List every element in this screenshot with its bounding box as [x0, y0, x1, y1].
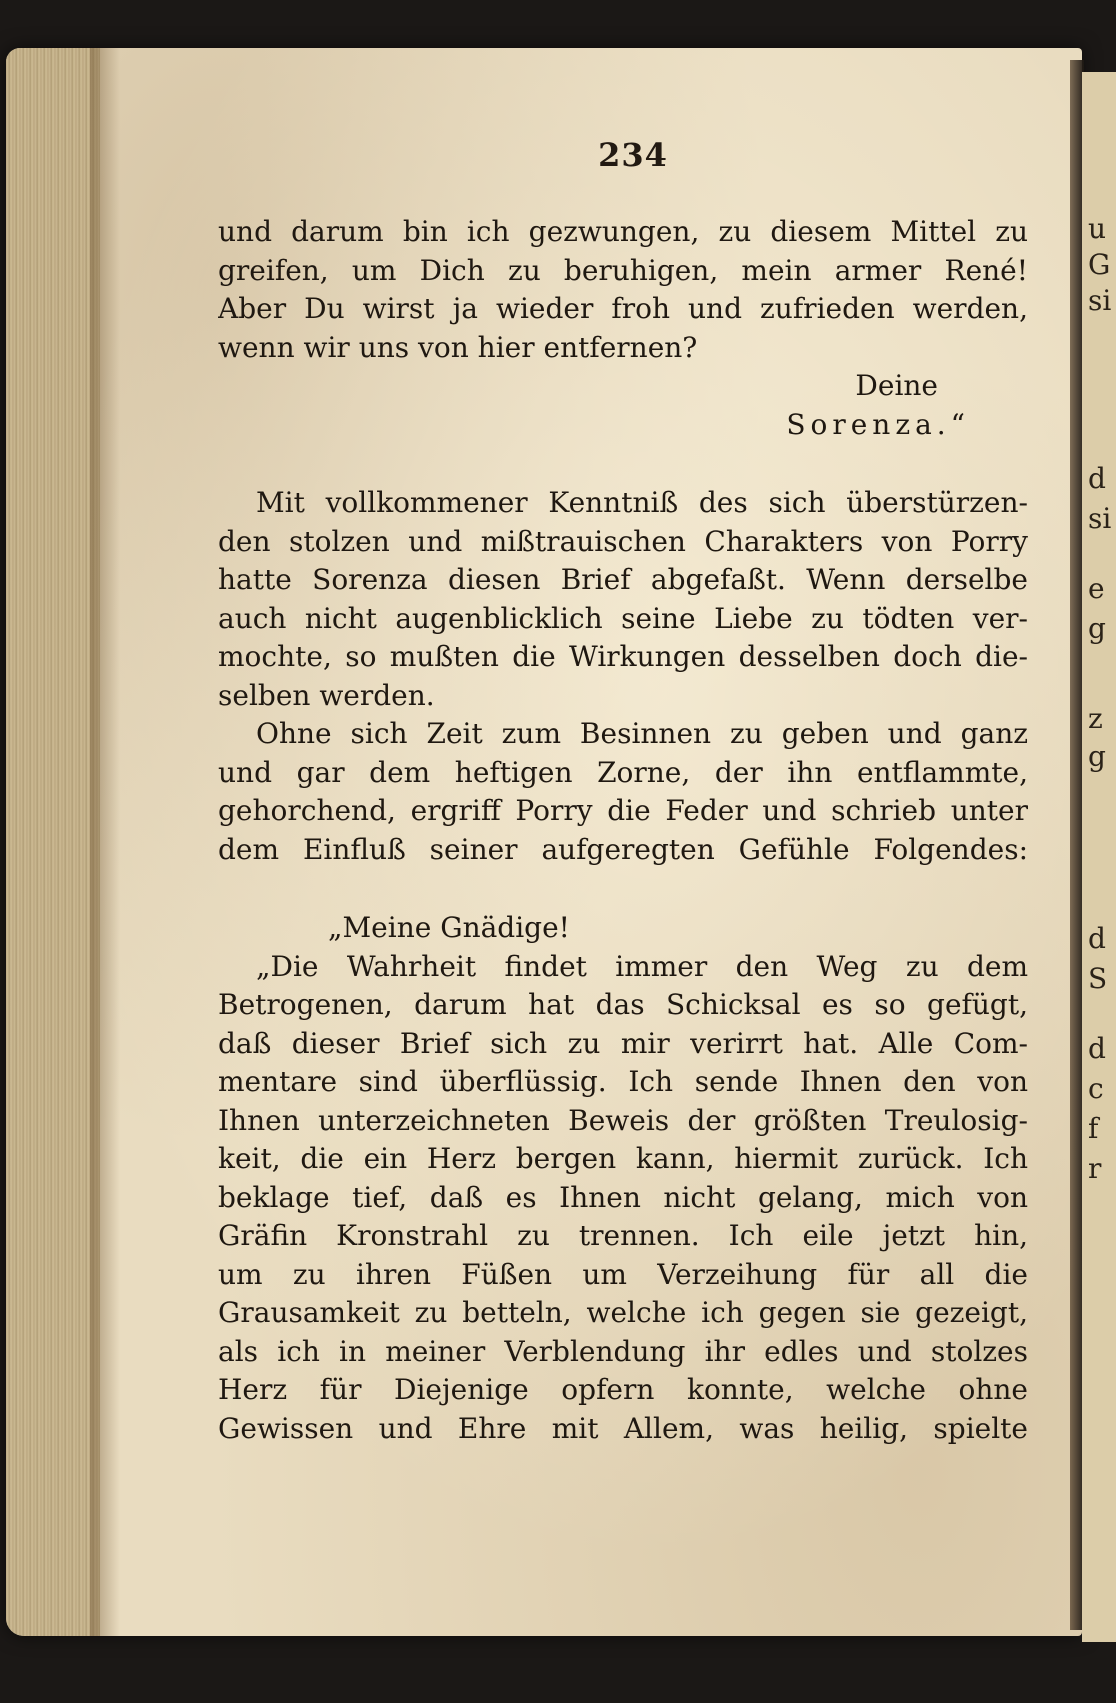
next-page-fragment: e — [1088, 572, 1105, 605]
text-line: auch nicht augenblicklich seine Liebe zu tödten ver- — [218, 601, 1028, 635]
letter-signature: Sorenza.“ — [786, 407, 970, 441]
text-line: Ohne sich Zeit zum Besinnen zu geben und ganz — [256, 717, 1028, 750]
text-line: gehorchend, ergriff Porry die Feder und schrieb unter — [218, 794, 1028, 827]
next-page-fragment: si — [1088, 502, 1112, 535]
next-page-fragment: u — [1088, 212, 1107, 245]
paragraph-gap — [218, 869, 1028, 909]
letter-salutation: „Meine Gnädige! — [328, 911, 570, 944]
text-line: wenn wir uns von hier entfernen? — [218, 330, 698, 364]
page-number: 234 — [598, 136, 668, 174]
text-line: daß dieser Brief sich zu mir verirrt hat. Alle Com- — [218, 1026, 1028, 1060]
next-page-fragment: g — [1088, 740, 1106, 773]
next-page-fragment: si — [1088, 284, 1112, 317]
page-text — [218, 213, 1028, 1448]
next-page-fragment: c — [1088, 1072, 1104, 1105]
next-page-edge — [1082, 72, 1116, 1642]
text-line: hatte Sorenza diesen Brief abgefaßt. Wenn derselbe — [218, 563, 1028, 596]
text-line: Herz für Diejenige opfern konnte, welche ohne — [218, 1373, 1028, 1406]
text-line: und darum bin ich gezwungen, zu diesem Mittel zu — [218, 215, 1028, 248]
next-page-fragment: r — [1088, 1152, 1102, 1185]
text-line: keit, die ein Herz bergen kann, hiermit zurück. Ich — [218, 1142, 1028, 1175]
text-line: Grausamkeit zu betteln, welche ich gegen sie gezeigt, — [218, 1296, 1028, 1329]
page-shadow — [90, 48, 120, 1636]
text-line: Gräfin Kronstrahl zu trennen. Ich eile jetzt hin, — [218, 1219, 1028, 1252]
next-page-fragment: g — [1088, 612, 1106, 645]
text-line: greifen, um Dich zu beruhigen, mein armer René! — [218, 253, 1028, 287]
text-line: beklage tief, daß es Ihnen nicht gelang, mich von — [218, 1180, 1028, 1214]
next-page-fragment: z — [1088, 702, 1103, 735]
text-line: Ihnen unterzeichneten Beweis der größten Treulosig- — [218, 1103, 1028, 1137]
text-line: um zu ihren Füßen um Verzeihung für all die — [218, 1257, 1028, 1291]
text-line: Mit vollkommener Kenntniß des sich überstürzen- — [256, 486, 1028, 519]
text-line: mochte, so mußten die Wirkungen desselben doch die- — [218, 640, 1028, 673]
next-page-fragment: d — [1088, 922, 1106, 955]
next-page-fragment: G — [1088, 248, 1111, 281]
next-page-fragment: S — [1088, 962, 1108, 995]
page-edges — [6, 48, 100, 1636]
text-line: mentare sind überflüssig. Ich sende Ihnen den von — [218, 1065, 1028, 1098]
letter-closing: Deine — [855, 369, 938, 402]
text-line: selben werden. — [218, 678, 435, 712]
next-page-fragment: f — [1088, 1112, 1099, 1145]
text-line: als ich in meiner Verblendung ihr edles und stolzes — [218, 1334, 1028, 1368]
text-line: Betrogenen, darum hat das Schicksal es so gefügt, — [218, 988, 1028, 1021]
text-line: den stolzen und mißtrauischen Charakters von Porry — [218, 524, 1028, 558]
text-line: „Die Wahrheit findet immer den Weg zu dem — [256, 949, 1028, 983]
text-line: und gar dem heftigen Zorne, der ihn entflammte, — [218, 755, 1028, 789]
text-line: Gewissen und Ehre mit Allem, was heilig, spielte — [218, 1411, 1028, 1445]
text-line: dem Einfluß seiner aufgeregten Gefühle Folgendes: — [218, 832, 1028, 866]
next-page-fragment: d — [1088, 462, 1106, 495]
paragraph-gap — [218, 444, 1028, 484]
next-page-fragment: d — [1088, 1032, 1106, 1065]
text-line: Aber Du wirst ja wieder froh und zufrieden werden, — [218, 292, 1028, 325]
